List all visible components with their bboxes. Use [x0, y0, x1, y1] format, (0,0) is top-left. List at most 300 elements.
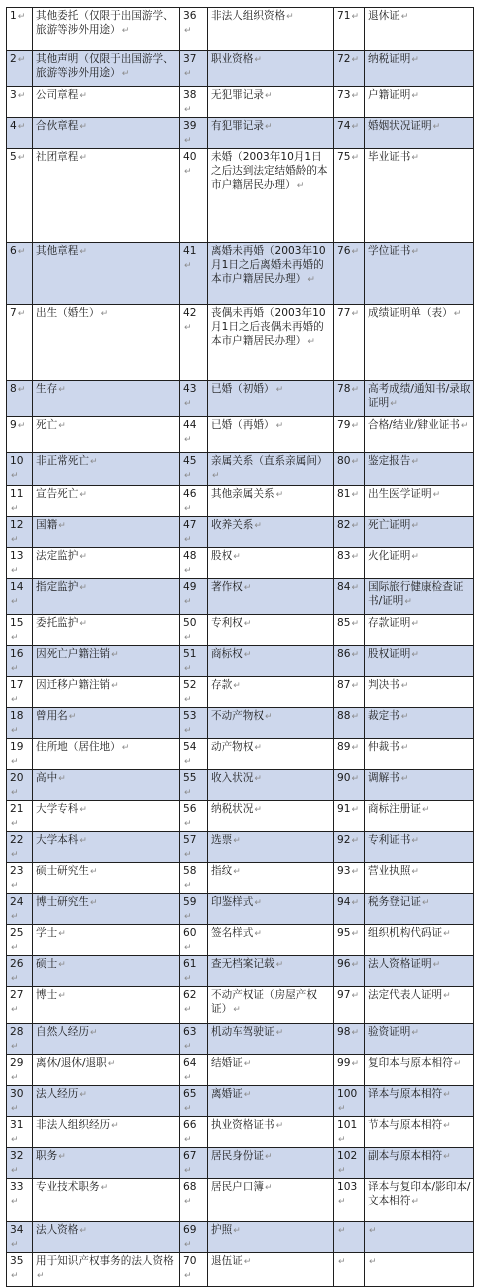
item-name-cell — [33, 1179, 180, 1222]
item-name-cell — [365, 925, 474, 956]
paragraph-mark-icon: ↵ — [233, 552, 241, 562]
paragraph-mark-icon: ↵ — [184, 943, 192, 953]
paragraph-mark-icon: ↵ — [243, 583, 252, 593]
item-name: 用于知识产权事务的法人资格 — [36, 1255, 174, 1267]
paragraph-mark-icon: ↵ — [17, 55, 26, 65]
paragraph-mark-icon: ↵ — [351, 836, 360, 846]
table-row — [7, 243, 474, 305]
item-number-cell — [334, 517, 365, 548]
item-number-cell — [334, 739, 365, 770]
item-number: 14 — [10, 581, 24, 593]
item-name-cell — [208, 1222, 334, 1253]
item-number: 75 — [337, 151, 351, 163]
item-name: 职务 — [36, 1150, 58, 1162]
item-number-cell — [334, 149, 365, 243]
item-name-cell — [208, 517, 334, 548]
item-name: 著作权 — [211, 581, 243, 593]
item-name-cell — [208, 677, 334, 708]
table-row — [7, 517, 474, 548]
paragraph-mark-icon: ↵ — [243, 619, 252, 629]
paragraph-mark-icon: ↵ — [233, 867, 241, 877]
paragraph-mark-icon: ↵ — [184, 695, 192, 705]
item-number-cell — [7, 305, 33, 381]
item-name: 离婚证 — [211, 1088, 243, 1100]
paragraph-mark-icon: ↵ — [184, 1104, 192, 1114]
item-number: 101 — [337, 1119, 358, 1131]
item-name: 译本与复印本/影印本/文本相符 — [368, 1181, 471, 1207]
paragraph-mark-icon: ↵ — [11, 504, 19, 514]
paragraph-mark-icon: ↵ — [369, 1257, 377, 1267]
item-number: 5 — [10, 151, 17, 163]
item-name: 动产物权 — [211, 741, 254, 753]
item-name: 法定代表人证明 — [368, 989, 443, 1001]
item-number: 84 — [337, 581, 351, 593]
paragraph-mark-icon: ↵ — [443, 1152, 451, 1162]
item-name-cell — [33, 243, 180, 305]
table-row — [7, 677, 474, 708]
paragraph-mark-icon: ↵ — [89, 898, 98, 908]
item-name-cell — [208, 956, 334, 987]
paragraph-mark-icon: ↵ — [411, 619, 419, 629]
item-name-cell — [33, 548, 180, 579]
paragraph-mark-icon: ↵ — [351, 743, 360, 753]
item-name: 未婚（2003年10月1日之后达到法定结婚龄的本市户籍居民办理） — [211, 151, 328, 191]
paragraph-mark-icon: ↵ — [254, 521, 262, 531]
item-name: 其他委托（仅限于出国游学、旅游等涉外用途） — [36, 10, 174, 36]
item-number-cell — [180, 243, 208, 305]
item-name: 非法人组织资格 — [211, 10, 286, 22]
paragraph-mark-icon: ↵ — [184, 435, 192, 445]
paragraph-mark-icon: ↵ — [79, 619, 87, 629]
item-number: 94 — [337, 896, 351, 908]
item-number-cell — [7, 1222, 33, 1253]
item-number: 57 — [183, 834, 197, 846]
item-number-cell — [334, 548, 365, 579]
item-number: 91 — [337, 803, 351, 815]
paragraph-mark-icon: ↵ — [11, 881, 19, 891]
item-number-cell — [7, 801, 33, 832]
item-name: 已婚（初婚） — [211, 383, 275, 395]
item-name: 收养关系 — [211, 519, 254, 531]
item-number: 16 — [10, 648, 24, 660]
item-name: 股权证明 — [368, 648, 411, 660]
item-number: 36 — [183, 10, 197, 22]
table-row — [7, 453, 474, 486]
item-number: 98 — [337, 1026, 351, 1038]
item-name: 硕士 — [36, 958, 58, 970]
item-name: 法人经历 — [36, 1088, 79, 1100]
paragraph-mark-icon: ↵ — [184, 850, 192, 860]
item-name-cell — [33, 863, 180, 894]
item-number-cell — [7, 517, 33, 548]
item-number-cell — [334, 987, 365, 1024]
paragraph-mark-icon: ↵ — [184, 819, 192, 829]
notary-items-table — [6, 7, 474, 1287]
table-row — [7, 615, 474, 646]
table-row — [7, 579, 474, 615]
item-number-cell — [334, 453, 365, 486]
item-number-cell — [180, 1253, 208, 1287]
paragraph-mark-icon: ↵ — [351, 457, 360, 467]
paragraph-mark-icon: ↵ — [17, 309, 26, 319]
paragraph-mark-icon: ↵ — [11, 1135, 19, 1145]
paragraph-mark-icon: ↵ — [411, 552, 419, 562]
item-number-cell — [180, 770, 208, 801]
item-number-cell — [334, 956, 365, 987]
item-name: 复印本与原本相符 — [368, 1057, 453, 1069]
item-name-cell — [208, 453, 334, 486]
item-number: 89 — [337, 741, 351, 753]
paragraph-mark-icon: ↵ — [184, 974, 192, 984]
item-name: 商标权 — [211, 648, 243, 660]
item-number-cell — [180, 8, 208, 51]
paragraph-mark-icon: ↵ — [11, 1197, 19, 1207]
item-name-cell — [33, 381, 180, 417]
item-name-cell — [365, 708, 474, 739]
paragraph-mark-icon: ↵ — [275, 421, 284, 431]
paragraph-mark-icon: ↵ — [338, 1226, 346, 1236]
item-number: 29 — [10, 1057, 24, 1069]
item-number: 39 — [183, 120, 197, 132]
item-number-cell — [180, 894, 208, 925]
paragraph-mark-icon: ↵ — [184, 1042, 192, 1052]
item-number-cell — [334, 381, 365, 417]
table-row — [7, 863, 474, 894]
item-number-cell — [180, 1179, 208, 1222]
item-number: 86 — [337, 648, 351, 660]
item-number-cell — [7, 1024, 33, 1055]
item-number: 20 — [10, 772, 24, 784]
item-name-cell — [365, 149, 474, 243]
item-name-cell — [365, 305, 474, 381]
item-number-cell — [7, 8, 33, 51]
paragraph-mark-icon: ↵ — [421, 898, 430, 908]
item-number: 44 — [183, 419, 197, 431]
table-row — [7, 8, 474, 51]
table-row — [7, 1253, 474, 1287]
paragraph-mark-icon: ↵ — [184, 504, 192, 514]
item-name: 博士研究生 — [36, 896, 89, 908]
item-number-cell — [7, 149, 33, 243]
paragraph-mark-icon: ↵ — [11, 757, 19, 767]
item-name-cell — [365, 1253, 474, 1287]
paragraph-mark-icon: ↵ — [11, 819, 19, 829]
paragraph-mark-icon: ↵ — [233, 1226, 241, 1236]
paragraph-mark-icon: ↵ — [184, 566, 192, 576]
item-number: 70 — [183, 1255, 197, 1267]
item-name: 专利证书 — [368, 834, 411, 846]
paragraph-mark-icon: ↵ — [184, 726, 192, 736]
item-number: 41 — [183, 245, 197, 257]
table-row — [7, 646, 474, 677]
item-number: 47 — [183, 519, 197, 531]
item-number: 49 — [183, 581, 197, 593]
item-name: 执业资格证书 — [211, 1119, 275, 1131]
item-name-cell — [208, 894, 334, 925]
item-number-cell — [7, 832, 33, 863]
table-row — [7, 956, 474, 987]
item-name: 职业资格 — [211, 53, 254, 65]
item-name-cell — [208, 243, 334, 305]
paragraph-mark-icon: ↵ — [432, 960, 441, 970]
item-name: 死亡 — [36, 419, 58, 431]
item-name: 其他亲属关系 — [211, 488, 275, 500]
item-number: 81 — [337, 488, 351, 500]
item-number-cell — [180, 486, 208, 517]
item-name: 仲裁书 — [368, 741, 400, 753]
item-number-cell — [180, 987, 208, 1024]
item-number-cell — [180, 51, 208, 87]
item-name-cell — [208, 615, 334, 646]
item-name-cell — [33, 894, 180, 925]
item-name: 国际旅行健康检查证书/证明 — [368, 581, 464, 607]
item-name-cell — [208, 987, 334, 1024]
item-number-cell — [7, 987, 33, 1024]
item-name-cell — [365, 1117, 474, 1148]
item-number: 1 — [10, 10, 17, 22]
paragraph-mark-icon: ↵ — [79, 490, 87, 500]
item-name-cell — [33, 51, 180, 87]
item-name-cell — [365, 1086, 474, 1117]
paragraph-mark-icon: ↵ — [121, 743, 130, 753]
item-name-cell — [208, 1148, 334, 1179]
item-name-cell — [33, 987, 180, 1024]
item-name-cell — [33, 305, 180, 381]
paragraph-mark-icon: ↵ — [121, 26, 130, 36]
paragraph-mark-icon: ↵ — [79, 1226, 87, 1236]
paragraph-mark-icon: ↵ — [184, 471, 192, 481]
paragraph-mark-icon: ↵ — [11, 943, 19, 953]
item-name-cell — [208, 1253, 334, 1287]
item-name-cell — [33, 801, 180, 832]
paragraph-mark-icon: ↵ — [351, 991, 360, 1001]
paragraph-mark-icon: ↵ — [351, 1028, 360, 1038]
item-name: 退休证 — [368, 10, 400, 22]
paragraph-mark-icon: ↵ — [443, 929, 451, 939]
item-number: 25 — [10, 927, 24, 939]
item-name: 无犯罪记录 — [211, 89, 264, 101]
item-number: 3 — [10, 89, 17, 101]
item-name-cell — [365, 243, 474, 305]
item-number-cell — [7, 417, 33, 453]
item-name: 副本与原本相符 — [368, 1150, 443, 1162]
paragraph-mark-icon: ↵ — [17, 12, 26, 22]
table-row — [7, 1222, 474, 1253]
item-number: 37 — [183, 53, 197, 65]
item-name-cell — [208, 548, 334, 579]
paragraph-mark-icon: ↵ — [184, 597, 192, 607]
item-name: 签名样式 — [211, 927, 254, 939]
item-number: 35 — [10, 1255, 24, 1267]
item-number: 85 — [337, 617, 351, 629]
item-name: 有犯罪记录 — [211, 120, 264, 132]
table-row — [7, 925, 474, 956]
paragraph-mark-icon: ↵ — [184, 881, 192, 891]
item-number: 48 — [183, 550, 197, 562]
paragraph-mark-icon: ↵ — [411, 247, 419, 257]
item-number: 88 — [337, 710, 351, 722]
item-name-cell — [365, 417, 474, 453]
item-name-cell — [365, 677, 474, 708]
paragraph-mark-icon: ↵ — [11, 597, 19, 607]
item-name: 毕业证书 — [368, 151, 411, 163]
item-name: 居民身份证 — [211, 1150, 264, 1162]
item-number: 31 — [10, 1119, 24, 1131]
item-name: 婚姻状况证明 — [368, 120, 432, 132]
table-row — [7, 1086, 474, 1117]
paragraph-mark-icon: ↵ — [351, 929, 360, 939]
paragraph-mark-icon: ↵ — [338, 1197, 346, 1207]
paragraph-mark-icon: ↵ — [79, 122, 87, 132]
paragraph-mark-icon: ↵ — [184, 1005, 192, 1015]
item-name-cell — [208, 832, 334, 863]
item-number-cell — [334, 87, 365, 118]
item-number: 12 — [10, 519, 24, 531]
item-name: 国籍 — [36, 519, 58, 531]
item-number: 93 — [337, 865, 351, 877]
paragraph-mark-icon: ↵ — [184, 136, 192, 146]
item-name-cell — [365, 894, 474, 925]
paragraph-mark-icon: ↵ — [254, 805, 262, 815]
item-number-cell — [180, 1055, 208, 1086]
paragraph-mark-icon: ↵ — [411, 1028, 419, 1038]
item-number: 27 — [10, 989, 24, 1001]
table-row — [7, 118, 474, 149]
item-name: 非法人组织经历 — [36, 1119, 111, 1131]
item-number-cell — [7, 708, 33, 739]
item-number: 103 — [337, 1181, 358, 1193]
item-number: 13 — [10, 550, 24, 562]
item-name: 译本与原本相符 — [368, 1088, 443, 1100]
table-row — [7, 770, 474, 801]
paragraph-mark-icon: ↵ — [184, 788, 192, 798]
item-name-cell — [33, 739, 180, 770]
paragraph-mark-icon: ↵ — [390, 399, 398, 409]
item-name: 死亡证明 — [368, 519, 411, 531]
item-number: 64 — [183, 1057, 197, 1069]
paragraph-mark-icon: ↵ — [351, 774, 360, 784]
item-name-cell — [208, 486, 334, 517]
paragraph-mark-icon: ↵ — [79, 836, 87, 846]
item-number: 22 — [10, 834, 24, 846]
paragraph-mark-icon: ↵ — [58, 385, 66, 395]
paragraph-mark-icon: ↵ — [460, 421, 469, 431]
paragraph-mark-icon: ↵ — [11, 974, 19, 984]
item-number: 10 — [10, 455, 24, 467]
paragraph-mark-icon: ↵ — [275, 960, 284, 970]
paragraph-mark-icon: ↵ — [254, 55, 262, 65]
item-name-cell — [208, 646, 334, 677]
item-name: 法人资格证明 — [368, 958, 432, 970]
item-number-cell — [7, 548, 33, 579]
item-name: 调解书 — [368, 772, 400, 784]
item-name-cell — [208, 1055, 334, 1086]
item-number: 17 — [10, 679, 24, 691]
paragraph-mark-icon: ↵ — [184, 261, 192, 271]
paragraph-mark-icon: ↵ — [17, 122, 26, 132]
item-number: 78 — [337, 383, 351, 395]
item-number-cell — [7, 1148, 33, 1179]
table-row — [7, 486, 474, 517]
paragraph-mark-icon: ↵ — [443, 1121, 451, 1131]
paragraph-mark-icon: ↵ — [307, 275, 315, 285]
item-name-cell — [33, 1024, 180, 1055]
paragraph-mark-icon: ↵ — [11, 1042, 19, 1052]
item-number-cell — [334, 1253, 365, 1287]
item-name: 大学本科 — [36, 834, 79, 846]
paragraph-mark-icon: ↵ — [212, 471, 220, 481]
item-number-cell — [7, 486, 33, 517]
item-name-cell — [33, 8, 180, 51]
item-number-cell — [334, 118, 365, 149]
item-name: 纳税状况 — [211, 803, 254, 815]
item-name: 机动车驾驶证 — [211, 1026, 275, 1038]
item-number-cell — [180, 417, 208, 453]
item-number-cell — [7, 615, 33, 646]
table-row — [7, 739, 474, 770]
paragraph-mark-icon: ↵ — [351, 552, 360, 562]
paragraph-mark-icon: ↵ — [243, 1257, 252, 1267]
item-name-cell — [208, 708, 334, 739]
paragraph-mark-icon: ↵ — [264, 1152, 273, 1162]
item-number: 26 — [10, 958, 24, 970]
item-name-cell — [208, 801, 334, 832]
item-number-cell — [7, 925, 33, 956]
paragraph-mark-icon: ↵ — [184, 1197, 192, 1207]
item-name-cell — [208, 1117, 334, 1148]
item-name: 学士 — [36, 927, 58, 939]
item-number-cell — [180, 118, 208, 149]
item-number-cell — [7, 1253, 33, 1287]
item-number-cell — [334, 8, 365, 51]
item-number: 46 — [183, 488, 197, 500]
item-name: 选票 — [211, 834, 233, 846]
item-number: 66 — [183, 1119, 197, 1131]
item-name: 离婚未再婚（2003年10月1日之后离婚未再婚的本市户籍居民办理） — [211, 245, 326, 285]
item-number-cell — [180, 832, 208, 863]
paragraph-mark-icon: ↵ — [351, 712, 360, 722]
paragraph-mark-icon: ↵ — [351, 681, 360, 691]
paragraph-mark-icon: ↵ — [184, 1135, 192, 1145]
item-number: 38 — [183, 89, 197, 101]
paragraph-mark-icon: ↵ — [184, 167, 192, 177]
item-number: 80 — [337, 455, 351, 467]
item-name: 查无档案记载 — [211, 958, 275, 970]
item-number: 58 — [183, 865, 197, 877]
item-name: 宣告死亡 — [36, 488, 79, 500]
item-name-cell — [33, 1253, 180, 1287]
item-number-cell — [334, 51, 365, 87]
item-number: 15 — [10, 617, 24, 629]
paragraph-mark-icon: ↵ — [11, 633, 19, 643]
item-number: 71 — [337, 10, 351, 22]
paragraph-mark-icon: ↵ — [79, 1090, 87, 1100]
paragraph-mark-icon: ↵ — [411, 91, 419, 101]
paragraph-mark-icon: ↵ — [432, 122, 441, 132]
paragraph-mark-icon: ↵ — [11, 726, 19, 736]
item-number: 87 — [337, 679, 351, 691]
item-name: 指定监护 — [36, 581, 79, 593]
paragraph-mark-icon: ↵ — [443, 991, 451, 1001]
item-name-cell — [33, 1055, 180, 1086]
item-name-cell — [208, 381, 334, 417]
item-number-cell — [7, 453, 33, 486]
item-name-cell — [208, 739, 334, 770]
paragraph-mark-icon: ↵ — [351, 421, 360, 431]
item-number-cell — [180, 801, 208, 832]
paragraph-mark-icon: ↵ — [254, 743, 262, 753]
paragraph-mark-icon: ↵ — [351, 521, 360, 531]
